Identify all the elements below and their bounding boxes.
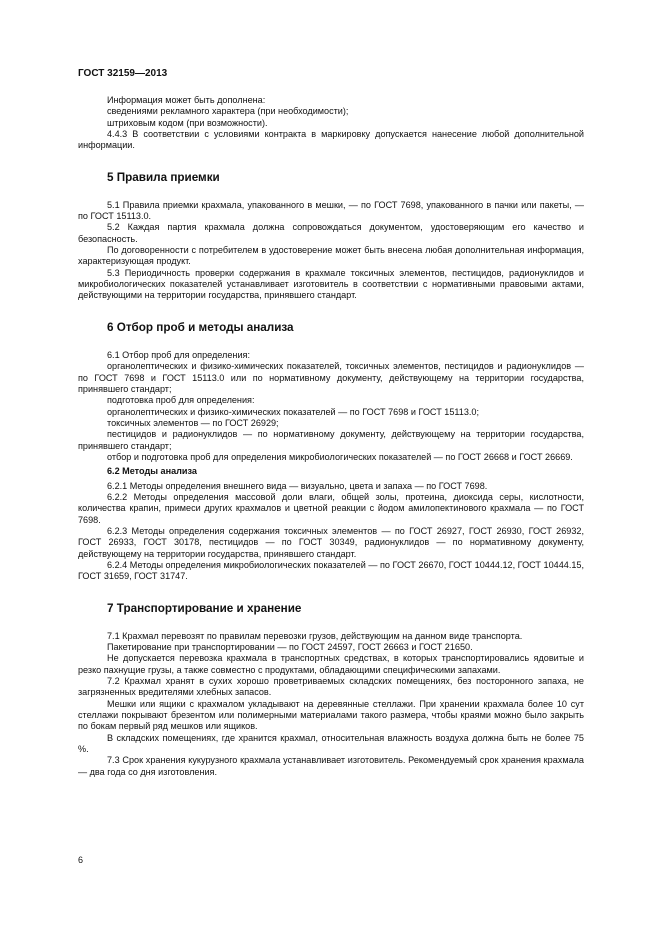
paragraph: сведениями рекламного характера (при необходимости); [107, 106, 349, 117]
paragraph: По договоренности с потребителем в удостоверение может быть внесена любая дополнительная информация, характеризующая продукт. [78, 245, 584, 267]
section-5-heading: 5 Правила приемки [107, 170, 220, 184]
paragraph: токсичных элементов — по ГОСТ 26929; [107, 417, 279, 428]
paragraph: 5.1 Правила приемки крахмала, упакованного в мешки, — по ГОСТ 7698, упакованного в пачки или пакеты, — по ГОСТ 15113.0. [78, 199, 584, 222]
paragraph: 6.2.4 Методы определения микробиологических показателей — по ГОСТ 26670, ГОСТ 10444.12, ГОСТ 10444.15, ГОСТ 31659, ГОСТ 31747. [78, 560, 584, 582]
paragraph: штриховым кодом (при возможности). [107, 117, 268, 128]
paragraph: 5.2 Каждая партия крахмала должна сопровождаться документом, удостоверяющим его качество и безопасность. [78, 222, 584, 244]
paragraph: 5.3 Периодичность проверки содержания в крахмале токсичных элементов, пестицидов, радионуклидов и микробиологических показателей устанавливает изготовитель в соответствии с нормативными правовыми актами, действующими на территории государства, принявшего стандарт. [78, 267, 584, 301]
paragraph: 7.3 Срок хранения кукурузного крахмала устанавливает изготовитель. Рекомендуемый срок хранения крахмала — два года со дня изготовления. [78, 755, 584, 777]
paragraph: Пакетирование при транспортировании — по ГОСТ 24597, ГОСТ 26663 и ГОСТ 21650. [107, 642, 473, 653]
doc-code: ГОСТ 32159—2013 [78, 68, 168, 79]
section-6-heading: 6 Отбор проб и методы анализа [107, 320, 294, 334]
page-number: 6 [78, 855, 84, 865]
paragraph: Мешки или ящики с крахмалом укладывают на деревянные стеллажи. При хранении крахмала более 10 сут стеллажи покрывают брезентом или полимерными материалами такого размера, чтобы краями можно было закрыть по бокам первый ряд мешков или ящиков. [78, 698, 584, 732]
section-7-heading: 7 Транспортирование и хранение [107, 601, 302, 615]
document-body [78, 95, 584, 778]
paragraph: 7.2 Крахмал хранят в сухих хорошо проветриваемых складских помещениях, без посторонного запаха, не загрязненных вредителями хлебных запасов. [78, 676, 584, 698]
subsection-6-2-heading: 6.2 Методы анализа [107, 466, 197, 477]
paragraph: органолептических и физико-химических показателей — по ГОСТ 7698 и ГОСТ 15113.0; [107, 406, 480, 417]
paragraph: В складских помещениях, где хранится крахмал, относительная влажность воздуха должна быть не более 75 %. [78, 732, 584, 755]
paragraph: 6.1 Отбор проб для определения: [107, 349, 250, 360]
paragraph: 6.2.1 Методы определения внешнего вида — визуально, цвета и запаха — по ГОСТ 7698. [107, 480, 488, 491]
paragraph: 6.2.2 Методы определения массовой доли влаги, общей золы, протеина, диоксида серы, кислотности, количества крапин, примеси других крахмалов и цветной реакции с йодом амилопектинового крахмала — по ГОСТ 7698. [78, 491, 584, 525]
paragraph: подготовка проб для определения: [107, 395, 255, 406]
paragraph: 4.4.3 В соответствии с условиями контракта в маркировку допускается нанесение любой дополнительной информации. [78, 129, 584, 151]
paragraph: пестицидов и радионуклидов — по нормативному документу, действующему на территории государства, принявшего стандарт; [78, 429, 584, 451]
paragraph: Не допускается перевозка крахмала в транспортных средствах, в которых транспортировались ядовитые и резко пахнущие грузы, а также совместно с продуктами, обладающими специфическими запахами. [78, 653, 584, 675]
paragraph: Информация может быть дополнена: [107, 95, 266, 105]
paragraph: 6.2.3 Методы определения содержания токсичных элементов — по ГОСТ 26927, ГОСТ 26930, ГОСТ 26932, ГОСТ 26933, ГОСТ 30178, пестицидов — по ГОСТ 30349, радионуклидов — по нормативному документу, действующему на территории государства, принявшего стандарт. [78, 525, 584, 559]
paragraph: 7.1 Крахмал перевозят по правилам перевозки грузов, действующим на данном виде транспорта. [107, 630, 523, 641]
paragraph: отбор и подготовка проб для определения микробиологических показателей — по ГОСТ 26668 и ГОСТ 26669. [107, 451, 573, 462]
paragraph: органолептических и физико-химических показателей, токсичных элементов, пестицидов и радионуклидов — по ГОСТ 7698 и ГОСТ 15113.0 или по нормативному документу, действующему на территории государства, принявшего стандарт; [78, 361, 584, 394]
